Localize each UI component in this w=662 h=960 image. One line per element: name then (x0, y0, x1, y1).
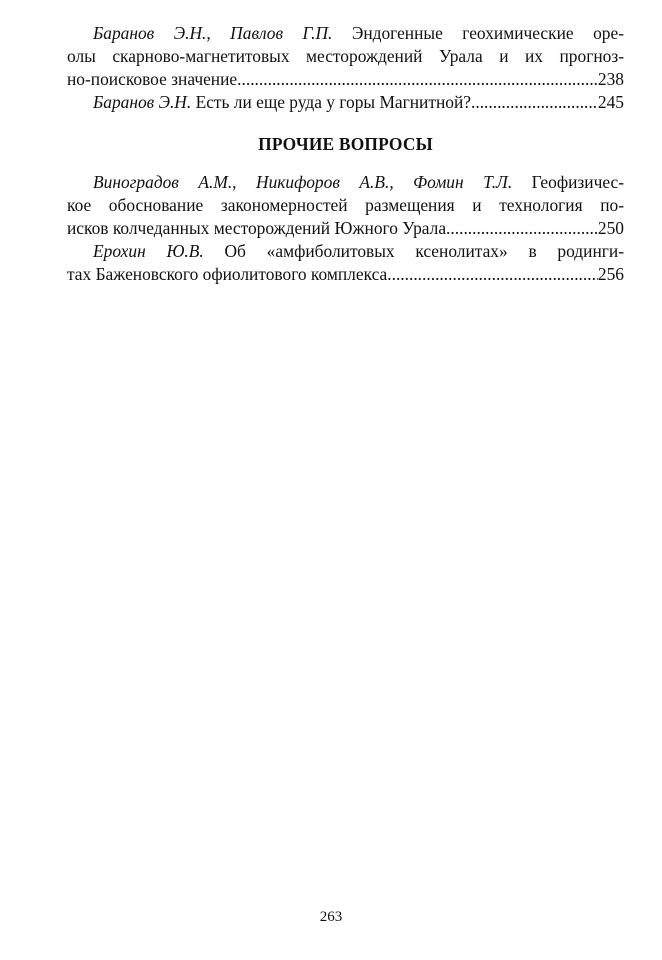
entry-title-text: исков колчеданных месторождений Южного Урала (67, 218, 447, 238)
entry-authors: Ерохин Ю.В. (93, 241, 204, 261)
toc-entry (67, 240, 624, 286)
entry-page-number: 245 (597, 92, 624, 112)
toc-entry (67, 91, 624, 114)
page-number: 263 (319, 909, 343, 925)
dot-leader (471, 91, 598, 114)
entry-title-text: Есть ли еще руда у горы Магнитной? (191, 92, 471, 112)
entry-title-text: Эндогенные геохимические оре- (332, 23, 624, 43)
entry-authors: Баранов Э.Н., Павлов Г.П. (93, 23, 333, 43)
entry-title-text: Геофизичес- (512, 172, 624, 192)
toc-line (67, 22, 624, 45)
entry-title-text: кое обоснование закономерностей размещения и технология по- (67, 195, 624, 215)
table-of-contents (67, 22, 624, 286)
entry-title-text: тах Баженовского офиолитового комплекса (67, 264, 388, 284)
entry-authors: Баранов Э.Н. (93, 92, 192, 112)
toc-entry (67, 171, 624, 240)
entry-page-number: 238 (597, 69, 624, 89)
toc-line (67, 240, 624, 263)
toc-line (67, 45, 624, 68)
entry-title-text: Об «амфиболитовых ксенолитах» в родинги- (203, 241, 624, 261)
toc-entry (67, 22, 624, 91)
toc-line (67, 217, 624, 240)
section-title: ПРОЧИЕ ВОПРОСЫ (258, 134, 433, 154)
toc-line (67, 263, 624, 286)
dot-leader (237, 68, 598, 91)
entry-title-text: олы скарново-магнетитовых месторождений Урала и их прогноз- (67, 46, 624, 66)
dot-leader (446, 217, 598, 240)
toc-line (67, 194, 624, 217)
entry-title-text: но-поисковое значение (67, 69, 238, 89)
toc-line (67, 171, 624, 194)
entry-page-number: 256 (597, 264, 624, 284)
toc-line (67, 91, 624, 114)
entry-page-number: 250 (597, 218, 624, 238)
dot-leader (387, 263, 598, 286)
entry-authors: Виноградов А.М., Никифоров А.В., Фомин Т.Л. (93, 172, 513, 192)
toc-line (67, 68, 624, 91)
